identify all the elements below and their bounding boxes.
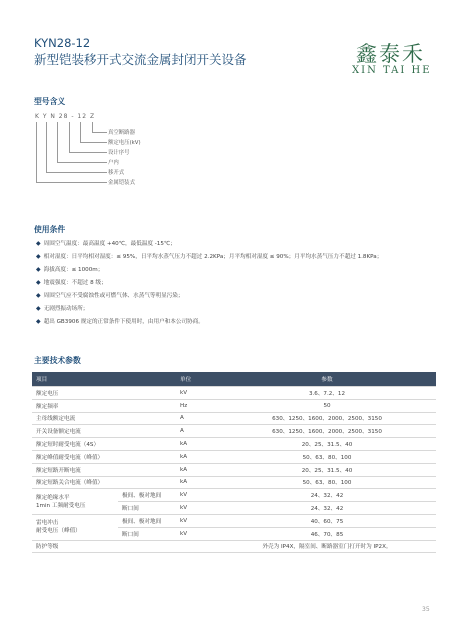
condition-item: ◆ 超出 GB3906 规定的正常条件下使用时，由用户和本公司协商。 [36, 318, 204, 325]
brand-logo-cn: 鑫泰禾 [356, 42, 425, 66]
lightning-label: 雷电冲击 耐受电压（峰值） [32, 514, 118, 540]
table-row: 额定短路关合电流（峰值） kA 50、63、80、100 [32, 476, 436, 489]
condition-item: ◆ 相对湿度：日平均相对湿度：≤ 95%，日平均水蒸气压力不超过 2.2KPa；月平均相对湿度 ≤ 90%；月平均水蒸气压力不超过 1.8KPa； [36, 253, 383, 260]
table-row: 断口间 kV 46、70、85 [32, 527, 436, 540]
insulation-label: 额定绝缘水平 1min 工频耐受电压 [32, 489, 118, 515]
table-row: 防护等级 外壳为 IP4X，隔室间、断路器室门打开时为 IP2X。 [32, 540, 436, 553]
model-meaning-heading: 型号含义 [34, 97, 66, 106]
table-row: 主母线额定电流 A 630、1250、1600、2000、2500、3150 [32, 412, 436, 425]
table-row: 断口间 kV 24、32、42 [32, 502, 436, 515]
conditions-heading: 使用条件 [34, 225, 66, 234]
brand-logo-en: XIN TAI HE [352, 65, 432, 76]
code-label-voltage: 额定电压(kV) [108, 140, 141, 146]
table-row: 额定短时耐受电流（4S） kA 20、25、31.5、40 [32, 438, 436, 451]
column-header-unit: 单位 [176, 372, 218, 387]
condition-item: ◆ 周围空气应不受腐蚀性或可燃气体、水蒸气等明显污染； [36, 292, 184, 299]
condition-item: ◆ 周围空气温度：最高温度 +40℃，最低温度 -15℃； [36, 240, 176, 247]
condition-item: ◆ 海拔高度：≤ 1000m； [36, 266, 104, 273]
table-row: 额定峰值耐受电流（峰值） kA 50、63、80、100 [32, 450, 436, 463]
code-label-withdrawable: 移开式 [108, 170, 125, 176]
specs-heading: 主要技术参数 [34, 356, 81, 365]
table-row: 额定频率 Hz 50 [32, 399, 436, 412]
code-label-metal-clad: 金属铠装式 [108, 180, 135, 186]
page-number: 35 [422, 606, 430, 613]
condition-item: ◆ 无剧烈振动场所； [36, 305, 89, 312]
specs-table [32, 372, 436, 553]
code-label-design: 设计序号 [108, 150, 130, 156]
model-title: KYN28-12 [34, 36, 91, 50]
code-label-breaker: 真空断路器 [108, 130, 135, 136]
table-row: 额定绝缘水平 1min 工频耐受电压 极间、极对地间 kV 24、32、42 [32, 489, 436, 502]
product-title: 新型铠装移开式交流金属封闭开关设备 [34, 52, 247, 67]
column-header-item: 项目 [32, 372, 176, 387]
table-row: 额定电压 kV 3.6、7.2、12 [32, 387, 436, 400]
condition-item: ◆ 地震强度：不超过 8 级； [36, 279, 107, 286]
table-row: 雷电冲击 耐受电压（峰值） 极间、极对地间 kV 40、60、75 [32, 514, 436, 527]
table-header-row [32, 372, 436, 387]
model-code: K Y N 28 - 12 Z [35, 113, 96, 120]
table-row: 开关设备额定电流 A 630、1250、1600、2000、2500、3150 [32, 425, 436, 438]
code-label-indoor: 户内 [108, 160, 119, 166]
table-row: 额定短路开断电流 kA 20、25、31.5、40 [32, 463, 436, 476]
column-header-value: 参数 [218, 372, 436, 387]
